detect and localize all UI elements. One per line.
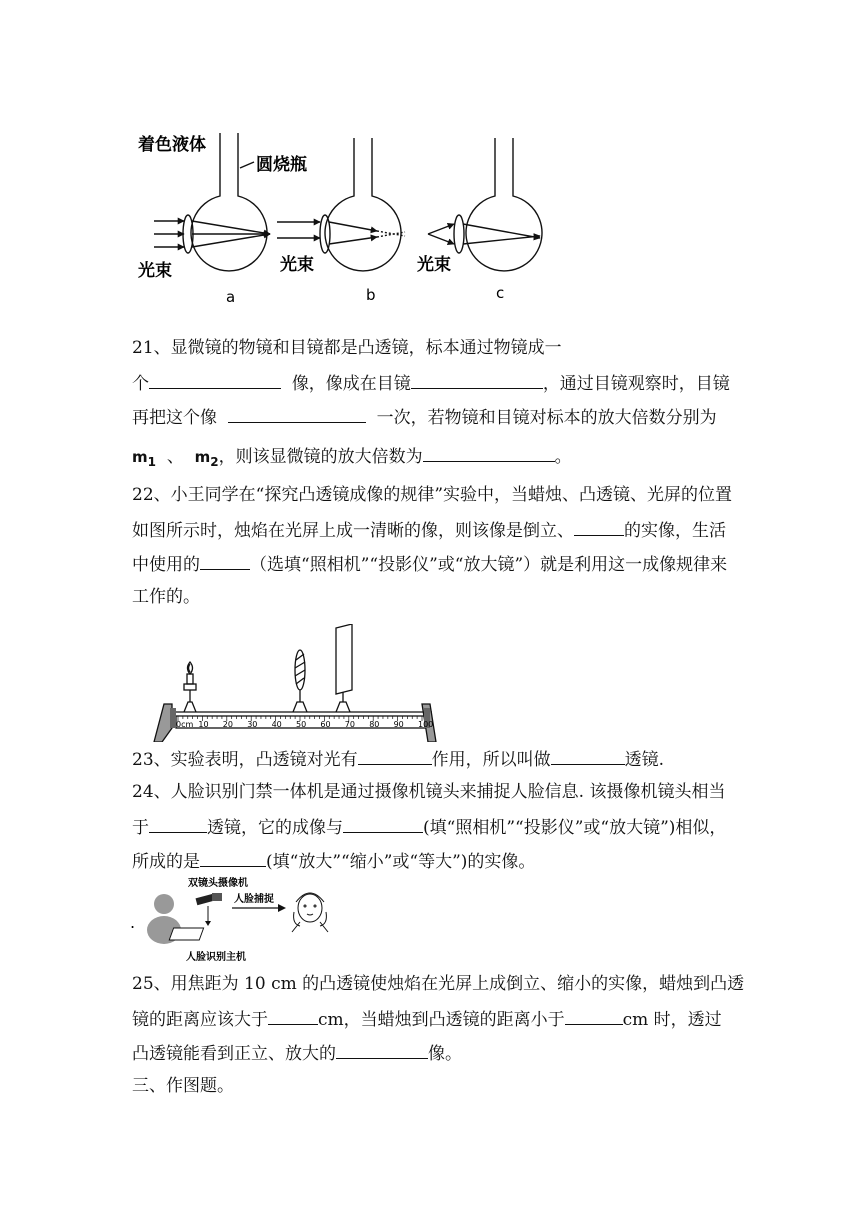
q21-text-d: 再把这个像 [132, 408, 217, 428]
scale-tick-label: 40 [271, 720, 282, 729]
scale-tick-label: 10 [198, 720, 209, 729]
candle [187, 674, 193, 684]
section-3-heading: 三、作图题。 [132, 1076, 234, 1096]
q21-line2 [132, 371, 730, 395]
letter-b: b [366, 286, 376, 304]
q22-text-d: （选填“照相机”“投影仪”或“放大镜”）就是利用这一成像规律来 [250, 555, 728, 575]
scale-tick-label: 70 [344, 720, 355, 729]
q21-text-b: 像，像成在目镜 [291, 374, 411, 394]
m2-symbol: $m_2$ [194, 448, 219, 469]
q25-text-d: 凸透镜能看到正立、放大的 [132, 1044, 336, 1064]
beam-label-b: 光束 [280, 255, 314, 275]
leading-dot: . [130, 913, 136, 932]
q21-blank-3[interactable] [228, 405, 366, 423]
optical-bench-svg [150, 624, 440, 742]
letter-a: a [226, 288, 236, 306]
q22-blank-1[interactable] [574, 518, 624, 536]
lens-c [454, 215, 464, 253]
q25-text-a: 镜的距离应该大于 [132, 1010, 268, 1030]
q25-blank-1[interactable] [268, 1007, 318, 1025]
q22-text-b: 的实像，生活 [624, 521, 726, 541]
bench-leg-left [154, 704, 172, 742]
q23-line [132, 747, 664, 771]
flask-label: 圆烧瓶 [256, 155, 307, 175]
capture-label: 人脸捕捉 [234, 894, 274, 905]
q23-text-a: 23、实验表明，凸透镜对光有 [132, 750, 358, 770]
q24-blank-3[interactable] [200, 849, 266, 867]
q24-line3 [132, 849, 535, 873]
q21-blank-4[interactable] [423, 444, 555, 462]
q23-blank-1[interactable] [358, 747, 432, 765]
scale-tick-label: 100 [418, 720, 434, 729]
q21-text-f: ，则该显微镜的放大倍数为 [218, 447, 423, 467]
flask-lens-figure [132, 128, 552, 308]
q24-blank-2[interactable] [343, 815, 423, 833]
flask-c [428, 138, 542, 271]
face-icon [292, 893, 328, 932]
q21-text-e: 一次，若物镜和目镜对标本的放大倍数分别为 [376, 408, 717, 428]
beam-label-c: 光束 [417, 255, 451, 275]
q22-line4: 工作的。 [132, 587, 200, 607]
q21-text-a: 个 [132, 374, 149, 394]
camera-icon [196, 893, 222, 905]
q25-text-e: 像。 [428, 1044, 462, 1064]
q21-line3 [132, 405, 717, 429]
q24-text-c: (填“照相机”“投影仪”或“放大镜”)相似， [423, 818, 727, 838]
letter-c: c [496, 284, 505, 302]
person-head [154, 894, 174, 914]
optical-bench-figure [150, 624, 440, 742]
q22-line2 [132, 518, 726, 542]
q24-line2 [132, 815, 726, 839]
scale-tick-label: 90 [393, 720, 404, 729]
q24-text-d: 所成的是 [132, 852, 200, 872]
q21-text-g: 。 [554, 447, 572, 467]
q21-line4 [132, 444, 572, 473]
scale-tick-label: 60 [320, 720, 331, 729]
q25-text-b: cm，当蜡烛到凸透镜的距离小于 [318, 1010, 565, 1030]
q23-blank-2[interactable] [551, 747, 625, 765]
q23-text-c: 透镜. [624, 750, 665, 770]
q22-text-c: 中使用的 [132, 555, 200, 575]
scale-tick-label: 20 [222, 720, 233, 729]
q24-text-a: 于 [132, 818, 149, 838]
q25-blank-2[interactable] [565, 1007, 623, 1025]
host-label: 人脸识别主机 [186, 952, 246, 963]
separator: 、 [166, 447, 184, 467]
light-screen [336, 624, 352, 694]
q21-line1: 21、显微镜的物镜和目镜都是凸透镜，标本通过物镜成一 [132, 338, 562, 358]
m1-symbol: $m_1$ [132, 448, 156, 469]
host-device [169, 928, 203, 940]
scale-tick-label: 30 [247, 720, 258, 729]
q22-text-a: 如图所示时，烛焰在光屏上成一清晰的像，则该像是倒立、 [132, 521, 574, 541]
q24-line1: 24、人脸识别门禁一体机是通过摄像机镜头来捕捉人脸信息. 该摄像机镜头相当 [132, 782, 726, 802]
q25-text-c: cm 时，透过 [622, 1010, 722, 1030]
q24-text-b: 透镜，它的成像与 [207, 818, 343, 838]
q22-line1: 22、小王同学在“探究凸透镜成像的规律”实验中，当蜡烛、凸透镜、光屏的位置 [132, 485, 733, 505]
q22-line3 [132, 552, 727, 576]
q25-line1: 25、用焦距为 10 cm 的凸透镜使烛焰在光屏上成倒立、缩小的实像，蜡烛到凸透 [132, 974, 745, 994]
q21-blank-2[interactable] [411, 371, 543, 389]
scale-tick-label: 0cm [176, 720, 194, 729]
q24-blank-1[interactable] [149, 815, 207, 833]
scale-tick-label: 50 [296, 720, 307, 729]
camera-label: 双镜头摄像机 [188, 878, 248, 889]
flask-lens-svg [132, 128, 552, 308]
liquid-label: 着色液体 [138, 135, 206, 155]
q23-text-b: 作用，所以叫做 [431, 750, 551, 770]
q21-blank-1[interactable] [149, 371, 281, 389]
scale-tick-label: 80 [369, 720, 380, 729]
q21-text-c: ，通过目镜观察时，目镜 [542, 374, 730, 394]
q25-line3 [132, 1041, 462, 1065]
q22-blank-2[interactable] [200, 552, 250, 570]
beam-label-a: 光束 [138, 261, 172, 281]
q25-line2 [132, 1007, 722, 1031]
q25-blank-3[interactable] [336, 1041, 428, 1059]
q24-text-e: (填“放大”“缩小”或“等大”)的实像。 [266, 852, 536, 872]
face-recognition-figure [128, 872, 338, 968]
face-recognition-svg [128, 872, 338, 968]
